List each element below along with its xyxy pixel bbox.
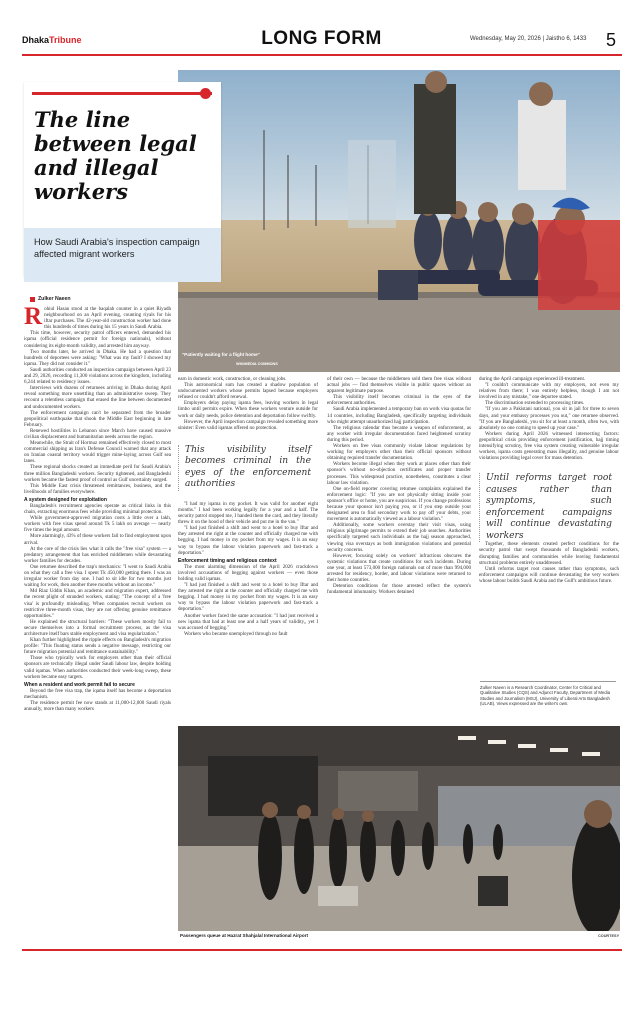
author-bio: Zulker Naeen is a Research Coordinator, Center for Critical and Qualitative Studies (CQS) and Adjunct Faculty, Department of Media Studies and Journalism (MSJ), University of Liberal Arts Bangladesh (ULAB). Views expressed are the writer's own.: [480, 681, 616, 707]
paragraph: The most alarming dimension of the April 2026 crackdown involved accusations of begging against workers — even those holding valid iqamas.: [178, 563, 318, 582]
paragraph: Workers who became unemployed through no fault: [184, 630, 288, 637]
paragraph: Md Riaz Uddin Khan, an academic and migration expert, addressed the recent plight of stranded workers, stating: "The concept of a 'free visa' is profoundly misleading. When companies recruit workers on restrictive three-month visas, they are not offering genuine remittance opportunities.": [24, 588, 171, 619]
issue-date: Wednesday, May 20, 2026 | Jaistho 6, 1433: [470, 36, 587, 42]
top-rule: [22, 54, 622, 56]
bottom-photo-credit: COURTESY: [598, 934, 620, 938]
paragraph: Workers during April 2026 witnessed intersecting factors: geopolitical crisis providing enforcement justification, hajj timing intensifying scrutiny, free visa system creating vulnerable irregular workers, iqama costs generating mass illegality, and genuine labour violations providing legal cover for mass detention.: [479, 430, 619, 462]
pullquote: Until reforms target root causes rather than symptoms, such enforcement campaigns will continue devastating workers: [479, 473, 612, 542]
paragraph: Saudi Arabia implemented a temporary ban on work visa quotas for 14 countries, including Bangladesh, specifically targeting individuals who might attempt unauthorized hajj participation.: [327, 406, 471, 425]
paragraph: These regional shocks created an immediate peril for Saudi Arabia's three million Bangladeshi workers. Security tightened, and Bangladeshi workers became the fastest proof of control as Gulf uncertainty surged.: [24, 464, 171, 483]
paragraph: Until reforms target root causes rather than symptoms, such enforcement campaigns will continue devastating the very workers whose labour builds Saudi Arabia and the Gulf's ambitious future.: [479, 565, 619, 584]
paragraph: Workers on free visas commonly violate labour regulations by working for employers other than their official sponsors without obtaining required transfer documentation.: [327, 443, 471, 462]
paragraph: Employers delay paying iqama fees, leaving workers in legal limbo until permits expire. When these workers venture outside for work or daily needs, police detention and deportation follow swiftly.: [178, 400, 318, 419]
headline-accent-bar: [32, 92, 212, 95]
column-3: [327, 376, 471, 721]
paragraph: He explained the structural barriers: "These workers mostly fail to secure themselves into a formal recruitment process, as the visa architecture itself bars stable employment and visa regularization.": [24, 618, 171, 637]
paragraph: This visibility itself becomes criminal in the eyes of the enforcement authorities.: [327, 394, 471, 407]
paragraph: More alarmingly, 43% of these workers fail to find employment upon arrival.: [24, 533, 171, 546]
paragraph: One returnee described the trap's mechanics: "I went to Saudi Arabia on what they call a free visa. I spent Tk 450,000 getting there. I was an irregular worker from day one. I had to sit idle for two months just waiting for work, then another three months without an income.": [24, 563, 171, 589]
logo-dhaka: Dhaka: [22, 35, 50, 45]
column-2: [178, 376, 318, 721]
paragraph: This astronomical sum has created a shadow population of undocumented workers whose permits lapsed because employers refused or couldn't afford renewal.: [178, 382, 318, 401]
bottom-photo: [178, 726, 620, 931]
paragraph: Beyond the free visa trap, the iqama itself has become a deportation mechanism.: [24, 687, 171, 700]
paragraph: "If you are a Pakistani national, you sit in jail for three to seven days, and your embassy processes you out," one returnee observed. "If you are Bangladeshi, you sit for at least a month, often two, with absolutely no one coming to speed up your case.": [479, 406, 619, 431]
headline: The line between legal and illegal workers: [34, 107, 197, 204]
paragraph: "I had just finished a shift and went to a hotel to buy Iftar and they arrested me right at the counter and officially charged me with begging. I had money in my pocket from my wages. It is an easy way to bypass the labour violation paperwork and fast-track a deportation.": [178, 525, 318, 556]
workers-photo-illustration: [178, 70, 620, 372]
top-photo-caption: "Patiently waiting for a flight home": [182, 352, 260, 357]
paragraph: Renewed hostilities in Lebanon since March have caused massive civilian displacement and humanitarian needs across the region.: [24, 427, 171, 440]
paragraph: "I had my iqama in my pocket. It was valid for another eight months." I had been working legally for a year and a half. The security patrol stopped me, I handed them the card, and they literally threw it on the hood of their vehicle and put me in the van.": [178, 500, 318, 526]
paragraph: Detention conditions for those arrested reflect the system's fundamental inhumanity. Workers detained: [327, 583, 471, 596]
paragraph: The enforcement campaign can't be separated from the broader geopolitical earthquake that shook the Middle East beginning in late February.: [24, 409, 171, 428]
byline: Zulker Naeen: [38, 296, 71, 302]
paragraph: during the April campaign experienced ill-treatment.: [479, 376, 586, 382]
paragraph: Another worker faced the same accusation: "I had just received a new iqama that had at least one and a half years of validity,, yet I was accused of begging.": [178, 612, 318, 631]
paragraph: One on-field reporter covering returnee complaints explained the enforcement logic: "If you are not physically sitting inside your sponsor's office or home, you are suspicious. If you change professions because your sponsor isn't paying you, or if you step outside your designated area to find secondary work to pay off your debts, your movement is automatically viewed as a labour violation.": [327, 485, 471, 523]
airport-photo-illustration: [178, 726, 620, 931]
paragraph: Bangladesh's recruitment agencies operate as critical links in this chain, extracting enormous fees while providing minimal protection.: [24, 503, 171, 516]
paragraph: While government-approved migration costs a little over a lakh, workers with free visas spend around Tk 5 lakh on average — nearly five times the legal amount.: [24, 515, 171, 534]
dropcap: R: [24, 306, 43, 330]
bottom-rule: [22, 949, 622, 951]
paragraph: earn in domestic work, construction, or cleaning jobs.: [178, 376, 287, 382]
headline-accent-dot: [200, 88, 211, 99]
top-photo: [178, 70, 620, 372]
byline-marker: [30, 297, 35, 302]
paragraph: "I couldn't communicate with my employers, not even my relatives from there; I was entirely helpless, though I am not involved in any mistake," one deportee stated.: [479, 382, 619, 401]
paragraph: Khan further highlighted the ripple effects on Bangladesh's migration profile: "This floating status sends a negative message, restricting our future migration potential and remittance sustainability.": [24, 637, 171, 656]
paragraph: The residence permit fee now stands at 11,000-12,000 Saudi riyals annually, more than many workers: [24, 700, 171, 713]
section-title: LONG FORM: [261, 28, 382, 49]
paragraph: Workers become illegal when they work at places other than their sponsor's without no-objection certificates and proper transfer processes. This widespread practice, nonetheless, constitutes a clear labour law violation.: [327, 461, 471, 486]
pullquote-spacer: [479, 461, 619, 541]
paragraph: At the core of the crisis lies what it calls the "free visa" system — a predatory arrangement that has enriched middlemen while devastating worker families for decades.: [24, 545, 171, 564]
bottom-photo-caption: Passengers queue at Hazrat Shahjalal International Airport: [180, 933, 308, 938]
paragraph: Two months later, he arrived in Dhaka. He had a question that hundreds of deportees were asking: "What was my fault? I showed my iqama. They did not consider it.": [24, 348, 171, 367]
paragraph: However, focusing solely on workers' infractions obscures the systemic violations that create conditions for such incidents. During one year, at least 573,000 foreign nationals out of more than 994,000 arrested for residency, border, and labour violations were returned to their home countries.: [327, 552, 471, 584]
paragraph: This Middle East crisis threatened remittances, business, and the livelihoods of families everywhere.: [24, 482, 171, 495]
subheading: Enforcement timing and religious context: [178, 557, 277, 564]
page-number: 5: [606, 30, 617, 50]
paragraph: However, the April inspection campaign revealed something more sinister: Even valid iqamas offered no protection.: [178, 418, 318, 431]
subheading: A system designed for exploitation: [24, 496, 107, 503]
paragraph: Saudi authorities conducted an inspection campaign between April 23 and 29, 2026, recording 11,300 violations across the kingdom, including 6,244 related to residency issues.: [24, 366, 171, 386]
paragraph: The discrimination extended to processing times.: [485, 400, 585, 407]
paragraph: Additionally, some workers overstay their visit visas, using religious pilgrimage permits to extend their job searches. Authorities specifically targeted such individuals as the hajj season approached, viewing visa overstays as both immigration violations and potential security concerns.: [327, 522, 471, 553]
paragraph: of their own — because the middlemen sold them free visas without actual jobs — find themselves visible in public spaces without an apparent legitimate purpose.: [327, 376, 471, 395]
paragraph: The religious calendar thus became a weapon of enforcement, as any worker with irregular documentation faced heightened scrutiny during this period.: [327, 424, 471, 443]
column-4: [479, 376, 619, 678]
paragraph: Those who typically work for employers other than their official sponsors are technically illegal under Saudi labour law, despite holding valid iqamas. When authorities conducted their week-long sweep, these workers became easy targets.: [24, 655, 171, 680]
top-photo-credit: WIKIMEDIA COMMONS: [236, 362, 278, 366]
paragraph: "I had just finished a shift and went to a hotel to buy Iftar and they arrested me right at the counter and officially charged me with begging. I had money in my pocket from my wages. It is an easy way to bypass the labour violation paperwork and fast-track a deportation.": [178, 582, 318, 613]
paragraph: Interviews with dozens of returnees arriving in Dhaka during April reveal something more unsettling than an administrative sweep. They recount a relentless campaign that erased the line between documented and undocumented workers.: [24, 385, 171, 410]
pullquote: This visibility itself becomes criminal in the eyes of the enforcement authorities: [178, 445, 311, 491]
paragraph-text: ohiul Hasan stood at the baqalah counter in a quiet Riyadh neighbourhood on an April evening, counting riyals for his iftar purchases. The 42-year-old construction worker had done this hundreds of times during his 15 years in Saudi Arabia.: [44, 306, 171, 331]
paragraph: Meanwhile, the Strait of Hormuz remained effectively closed to most commercial shipping as Iran's Defense Council warned that any attack on Iranian coastal territory would trigger mine-laying across Gulf sea lanes.: [24, 440, 171, 465]
subheading: When a resident and work permit fail to secure: [24, 681, 135, 688]
pullquote-spacer: [178, 431, 318, 501]
column-1: [24, 306, 171, 938]
deck-box: [24, 228, 221, 282]
paragraph: [24, 306, 171, 330]
paragraph: This time, however, security patrol officers entered, demanded his iqama (official residence permit for foreign nationals), without considering its eight-month validity, and arrested him anyway.: [24, 330, 171, 349]
logo-tribune: Tribune: [49, 35, 82, 45]
paragraph: Together, these elements created perfect conditions for the security patrol that swept thousands of Bangladeshi workers, disrupting families and communities while leaving fundamental structural problems entirely unaddressed.: [479, 541, 619, 566]
deck: How Saudi Arabia's inspection campaign affected migrant workers: [34, 237, 200, 259]
